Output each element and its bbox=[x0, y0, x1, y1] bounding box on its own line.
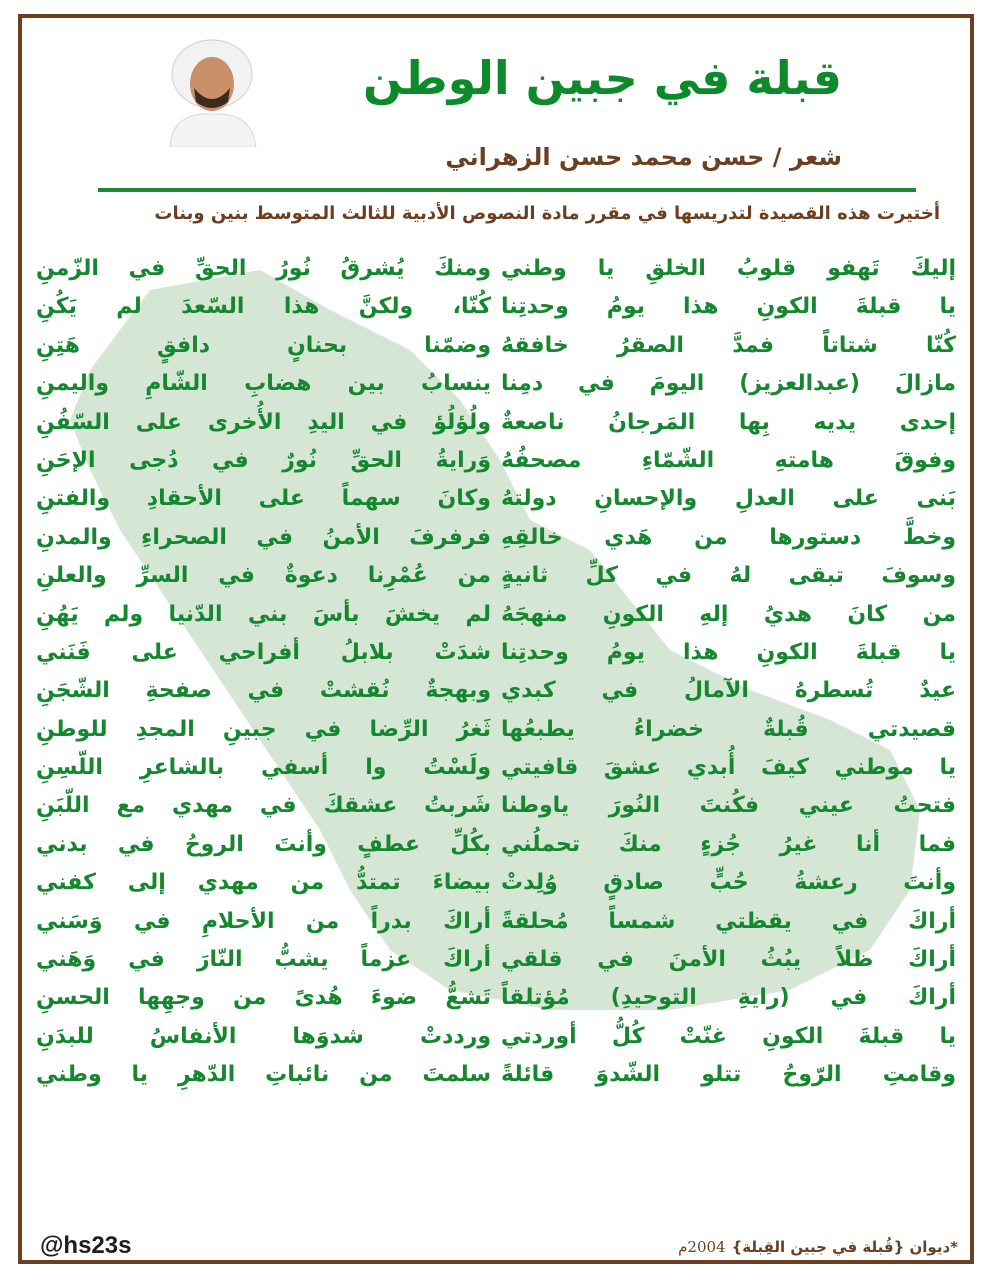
source-title: *ديوان {قُبلة في جبين القِبلة} bbox=[731, 1238, 958, 1256]
verse-second-hemistich: لم يخشَ بأسَ بني الدّنيا ولم يَهُنِ bbox=[36, 601, 491, 627]
verse-first-hemistich: قصيدتي قُبلةٌ خضراءُ يطبعُها bbox=[501, 716, 956, 742]
verse-first-hemistich: مازالَ (عبدالعزيز) اليومَ في دمِنا bbox=[501, 371, 956, 397]
verse-first-hemistich: يا موطني كيفَ أُبدي عشقَ قافيتي bbox=[501, 755, 956, 781]
verse-first-hemistich: أراكَ ظلاً يبُثُ الأمنَ في قلقي bbox=[501, 947, 956, 973]
verse-first-hemistich: وخطَّ دستورها من هَدي خالقِهِ bbox=[501, 524, 956, 550]
verse-second-hemistich: فرفرفَ الأمنُ في الصحراءِ والمدنِ bbox=[36, 524, 491, 550]
verse-first-hemistich: فتحتُ عيني فكُنتَ النُورَ ياوطنا bbox=[501, 793, 956, 819]
verse-first-hemistich: وفوقَ هامتهِ الشّمّاءِ مصحفُهُ bbox=[501, 447, 956, 473]
verse-second-hemistich: ينسابُ بين هضابِ الشّامِ واليمنِ bbox=[36, 371, 491, 397]
verse-row bbox=[28, 941, 964, 979]
verse-row bbox=[28, 749, 964, 787]
verse-list bbox=[28, 250, 964, 1095]
verse-row bbox=[28, 365, 964, 403]
verse-row bbox=[28, 519, 964, 557]
verse-row bbox=[28, 672, 964, 710]
verse-second-hemistich: سلمتَ من نائباتِ الدّهرِ يا وطني bbox=[36, 1062, 491, 1088]
verse-row bbox=[28, 480, 964, 518]
verse-second-hemistich: بكُلِّ عطفٍ وأنتَ الروحُ في بدني bbox=[36, 831, 491, 857]
verse-row bbox=[28, 596, 964, 634]
verse-first-hemistich: وسوفَ تبقى لهُ في كلِّ ثانيةٍ bbox=[501, 563, 956, 589]
verse-row bbox=[28, 1018, 964, 1056]
poet-line: شعر / حسن محمد حسن الزهراني bbox=[445, 143, 842, 171]
verse-second-hemistich: ثَغرُ الرِّضا في جبينِ المجدِ للوطنِ bbox=[36, 716, 491, 742]
verse-second-hemistich: وضمّنا بحنانٍ دافقٍ هَتِنِ bbox=[36, 332, 491, 358]
title-divider bbox=[98, 188, 916, 192]
verse-row bbox=[28, 787, 964, 825]
verse-row bbox=[28, 442, 964, 480]
verse-row bbox=[28, 711, 964, 749]
verse-second-hemistich: وَرايةُ الحقِّ نُورٌ في دُجى الإحَنِ bbox=[36, 447, 491, 473]
verse-first-hemistich: عيدٌ تُسطرهُ الآمالُ في كبدي bbox=[501, 678, 956, 704]
source-note bbox=[678, 1238, 958, 1256]
verse-row bbox=[28, 979, 964, 1017]
verse-second-hemistich: شدَتْ بلابلُ أفراحي على فَنَني bbox=[36, 639, 491, 665]
verse-second-hemistich: من عُمْرِنا دعوةٌ في السرِّ والعلنِ bbox=[36, 563, 491, 589]
verse-second-hemistich: أراكَ عزماً يشبُّ النّارَ في وَهَني bbox=[36, 947, 491, 973]
verse-first-hemistich: من كانَ هديُ إلهِ الكونِ منهجَهُ bbox=[501, 601, 956, 627]
verse-first-hemistich: أراكَ في يقظتي شمساً مُحلقةً bbox=[501, 908, 956, 934]
verse-row bbox=[28, 288, 964, 326]
verse-second-hemistich: شَربتُ عشقكَ في مهدي مع اللّبَنِ bbox=[36, 793, 491, 819]
verse-first-hemistich: وأنتَ رعشةُ حُبٍّ صادقٍ وُلِدتْ bbox=[501, 870, 956, 896]
verse-row bbox=[28, 250, 964, 288]
verse-row bbox=[28, 903, 964, 941]
verse-first-hemistich: بَنى على العدلِ والإحسانِ دولتهُ bbox=[501, 486, 956, 512]
verse-first-hemistich: إحدى يديه بِها المَرجانُ ناصعةٌ bbox=[501, 409, 956, 435]
verse-row bbox=[28, 864, 964, 902]
verse-row bbox=[28, 327, 964, 365]
verse-row bbox=[28, 634, 964, 672]
verse-second-hemistich: ورددتْ شدوَها الأنفاسُ للبدَنِ bbox=[36, 1023, 491, 1049]
verse-second-hemistich: بيضاءَ تمتدُّ من مهدي إلى كفني bbox=[36, 870, 491, 896]
verse-row bbox=[28, 826, 964, 864]
verse-row bbox=[28, 557, 964, 595]
poem-title: قبلة في جبين الوطن bbox=[363, 51, 842, 105]
verse-second-hemistich: ولُؤلُؤ في اليدِ الأُخرى على السّفُنِ bbox=[36, 409, 491, 435]
verse-first-hemistich: يا قبلةَ الكونِ هذا يومُ وحدتِنا bbox=[501, 639, 956, 665]
verse-first-hemistich: كُنّا شتاتاً فمدَّ الصقرُ خافقهُ bbox=[501, 332, 956, 358]
verse-second-hemistich: ولَسْتُ وا أسفي بالشاعرِ اللّسِنِ bbox=[36, 755, 491, 781]
source-year: 2004م bbox=[678, 1238, 726, 1256]
verse-second-hemistich: ومنكَ يُشرقُ نُورُ الحقِّ في الزّمنِ bbox=[36, 256, 491, 281]
verse-second-hemistich: أراكَ بدراً من الأحلامِ في وَسَني bbox=[36, 908, 491, 934]
author-handle: @hs23s bbox=[40, 1232, 132, 1259]
verse-first-hemistich: إليكَ تَهفو قلوبُ الخلقِ يا وطني bbox=[501, 256, 956, 281]
verse-second-hemistich: وكانَ سهماً على الأحقادِ والفتنِ bbox=[36, 486, 491, 512]
verse-second-hemistich: وبهجةٌ نُقشتْ في صفحةِ الشّجَنِ bbox=[36, 678, 491, 704]
verse-second-hemistich: تَشعُّ ضوءَ هُدىً من وجهِها الحسنِ bbox=[36, 985, 491, 1011]
intro-note: أختيرت هذه القصيدة لتدريسها في مقرر مادة النصوص الأدبية للثالث المتوسط بنين وبنات bbox=[154, 203, 940, 224]
verse-first-hemistich: يا قبلةَ الكونِ غنّتْ كُلُّ أوردتي bbox=[501, 1023, 956, 1049]
verse-first-hemistich: فما أنا غيرُ جُزءٍ منكَ تحملُني bbox=[501, 831, 956, 857]
verse-first-hemistich: يا قبلةَ الكونِ هذا يومُ وحدتِنا bbox=[501, 294, 956, 320]
verse-first-hemistich: أراكَ في (رايةِ التوحيدِ) مُؤتلقاً bbox=[501, 985, 956, 1011]
verse-row bbox=[28, 1056, 964, 1094]
verse-second-hemistich: كُنّا، ولكنَّ هذا السّعدَ لم يَكُنِ bbox=[36, 294, 491, 320]
verse-first-hemistich: وقامتِ الرّوحُ تتلو الشّدوَ قائلةً bbox=[501, 1062, 956, 1088]
verse-row bbox=[28, 404, 964, 442]
poet-portrait bbox=[150, 22, 270, 147]
